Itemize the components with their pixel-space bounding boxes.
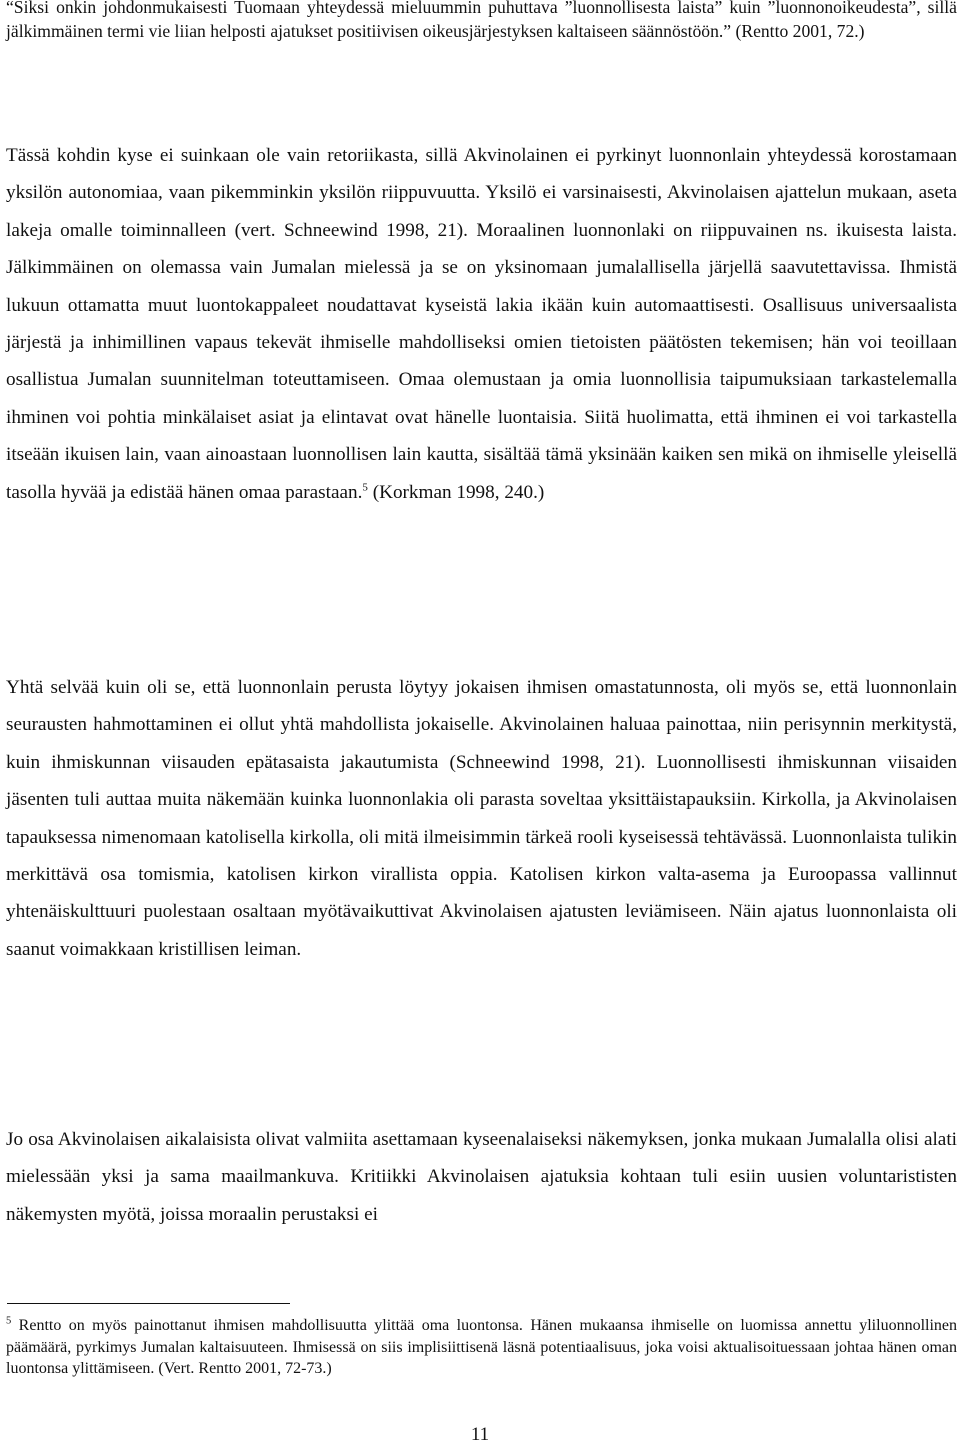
paragraph-2-text: Yhtä selvää kuin oli se, että luonnonlain perusta löytyy jokaisen ihmisen omastatunnosta, oli myös se, että luonnonlain seurausten hahmottaminen ei ollut yhtä mahdollista jokaiselle. Akvinolainen haluaa painottaa, niin perisynnin merkitystä, kuin ihmiskunnan viisauden epätasaista jakautumista (Schneewind 1998, 21). Luonnollisesti ihmiskunnan viisaiden jäsenten tuli auttaa muita näkemään kuinka luonnonlakia oli parasta soveltaa yksittäistapauksiin. Kirkolla, ja Akvinolaisen tapauksessa nimenomaan katolisella kirkolla, oli mitä ilmeisimmin tärkeä rooli kyseisessä tehtävässä. Luonnonlaista tulikin merkittävä osa tomismia, katolisen kirkon virallista oppia. Katolisen kirkon valta-asema ja Euroopassa vallinnut yhtenäiskulttuuri puolestaan osaltaan myötävaikuttivat Akvinolaisen ajatusten leviämiseen. Näin ajatus luonnonlaista oli saanut voimakkaan kristillisen leiman.	[6, 677, 957, 960]
paragraph-3	[6, 1121, 957, 1233]
paragraph-3-text: Jo osa Akvinolaisen aikalaisista olivat valmiita asettamaan kyseenalaiseksi näkemyksen, jonka mukaan Jumalalla olisi alati mielessään yksi ja sama maailmankuva. Kritiikki Akvinolaisen ajatuksia kohtaan tuli esiin uusien voluntarististen näkemysten myötä, joissa moraalin perustaksi ei	[6, 1129, 957, 1225]
footnote	[6, 1315, 957, 1380]
page-number: 11	[470, 1424, 490, 1445]
footnote-reference[interactable]: 5	[362, 481, 368, 494]
paragraph-1	[6, 137, 957, 511]
block-quote-text: “Siksi onkin johdonmukaisesti Tuomaan yhteydessä mieluummin puhuttava ”luonnollisesta laista” kuin ”luonnonoikeudesta”, sillä jälkimmäinen termi vie liian helposti ajatukset positiivisen oikeusjärjestyksen kaltaiseen säännöstöön.” (Rentto 2001, 72.)	[6, 0, 957, 41]
paragraph-1-text: Tässä kohdin kyse ei suinkaan ole vain retoriikasta, sillä Akvinolainen ei pyrkinyt luonnonlain yhteydessä korostamaan yksilön autonomiaa, vaan pikemminkin yksilön riippuvuutta. Yksilö ei varsinaisesti, Akvinolaisen ajattelun mukaan, aseta lakeja omalle toiminnalleen (vert. Schneewind 1998, 21). Moraalinen luonnonlaki on riippuvainen ns. ikuisesta laista. Jälkimmäinen on olemassa vain Jumalan mielessä ja se on yksinomaan jumalallisella järjellä saavutettavissa. Ihmistä lukuun ottamatta muut luontokappaleet noudattavat kyseistä lakia ikään kuin automaattisesti. Osallisuus universaalista järjestä ja inhimillinen vapaus tekevät ihmiselle mahdolliseksi omien tietoisten päätösten tekemisen; hän voi teoillaan osallistua Jumalan suunnitelman toteuttamiseen. Omaa olemustaan ja omia luonnollisia taipumuksiaan tarkastelemalla ihminen voi pohtia minkälaiset asiat ja elintavat ovat hänelle luontaisia. Siitä huolimatta, että ihminen ei voi tarkastella itseään ikuisen lain, vaan ainoastaan luonnollisen lain kautta, sisältää tämä yksinään kaiken sen mikä on ihmiselle yleisellä tasolla hyvää ja edistää hänen omaa parastaan.	[6, 145, 957, 503]
footnote-text: Rentto on myös painottanut ihmisen mahdollisuutta ylittää oma luontonsa. Hänen mukaansa ihmiselle on luomissa annettu yliluonnollinen päämäärä, pyrkimys Jumalan kaltaisuuteen. Ihmisessä on siis implisiittisenä läsnä potentiaalisuus, joka voisi aktualisoituessaan johtaa hänen oman luontonsa ylittämiseen. (Vert. Rentto 2001, 72-73.)	[6, 1317, 957, 1377]
block-quote	[6, 0, 957, 43]
footnote-separator	[7, 1303, 290, 1304]
paragraph-1-citation: (Korkman 1998, 240.)	[367, 481, 545, 503]
paragraph-2	[6, 669, 957, 968]
footnote-number: 5	[6, 1315, 12, 1327]
